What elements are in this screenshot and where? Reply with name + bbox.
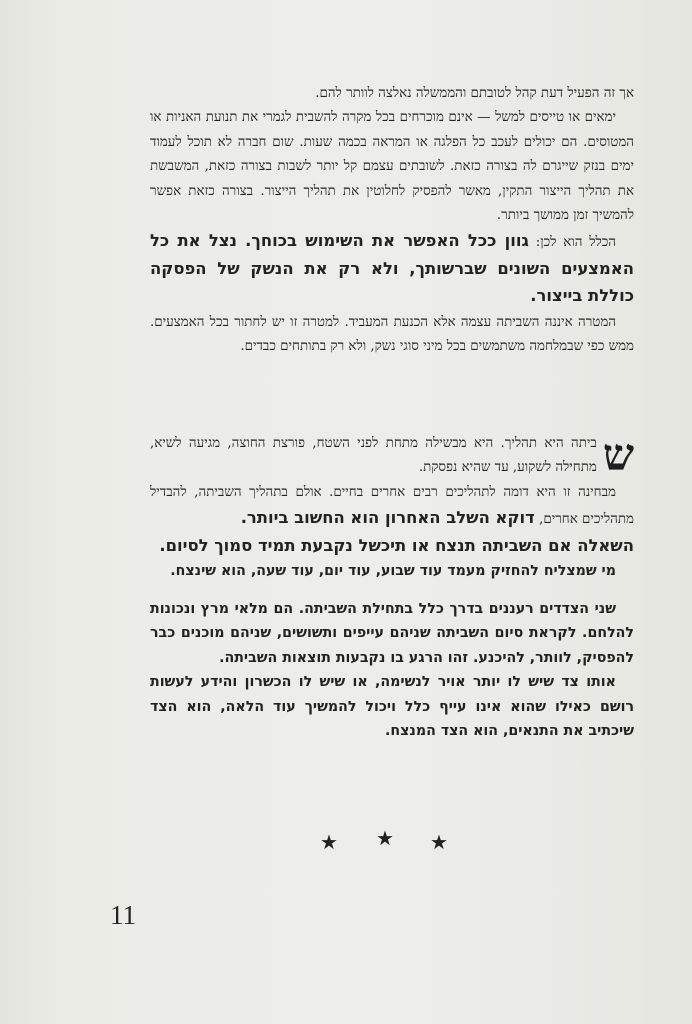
paragraph-5 <box>150 432 634 481</box>
paragraph-6-emphasis: דוקא השלב האחרון הוא החשוב ביותר. <box>240 508 535 528</box>
star-icon: ★ <box>376 826 394 850</box>
drop-cap-letter: ש <box>602 430 634 481</box>
paragraph-8: מי שמצליח להחזיק מעמד עוד שבוע, עוד יום, עוד שעה, הוא שינצח. <box>170 562 616 579</box>
paragraph-7: השאלה אם השביתה תנצח או תיכשל נקבעת תמיד סמוך לסיום. <box>159 535 634 555</box>
paragraph-4: המטרה איננה השביתה עצמה אלא הכנעת המעביד. למטרה זו יש לחתור בכל האמצעים. ממש כפי שבמלחמה משתמשים בכל מיני סוגי נשק, ולא רק בתותחים כבדים. <box>150 314 634 355</box>
body-text-upper <box>150 82 634 359</box>
paragraph-9: שני הצדדים רעננים בדרך כלל בתחילת השביתה. הם מלאי מרץ ונכונות להלחם. לקראת סיום השביתה שניהם עייפים ותשושים, שניהם מוכנים כבר להפסיק, לוותר, להיכנע. זהו הרגע בו נקבעות תוצאות השביתה. <box>150 601 634 666</box>
paragraph-10: אותו צד שיש לו יותר אויר לנשימה, או שיש לו הכשרון והידע לעשות רושם כאילו שהוא אינו עייף כלל ויכול להמשיך עוד הלאה, הוא הצד שיכתיב את התנאים, הוא הצד המנצח. <box>150 674 634 740</box>
paragraph-2: ימאים או טייסים למשל — אינם מוכרחים בכל מקרה להשבית לגמרי את תנועת האניות או המטוסים. הם יכולים לעכב כל הפלגה או המראה בכמה שעות. שום חברה לא תוכל לעמוד ימים בנזק שייגרם לה בצורה כזאת. לשובתים עצמם קל יותר לשבות בצורה כזאת, המשבשת את תהליך הייצור התקין, מאשר להפסיק לחלוטין את תהליך הייצור. בצורה כזאת אפשר להמשיך זמן ממושך ביותר. <box>150 110 634 224</box>
page-number: 11 <box>110 900 136 930</box>
paragraph-6 <box>150 481 634 533</box>
paragraph-3-intro: הכלל הוא לכן: <box>535 235 617 251</box>
section-divider-stars <box>320 826 450 856</box>
paragraph-3 <box>150 228 634 310</box>
paragraph-6-text: מבחינה זו היא דומה לתהליכים רבים אחרים בחיים. אולם בתהליך השביתה, להבדיל מתהליכים אחרים, <box>150 484 634 528</box>
star-icon: ★ <box>320 830 338 854</box>
body-text-lower <box>150 432 634 743</box>
star-icon: ★ <box>430 830 448 854</box>
paragraph-3-emphasis: גוון ככל האפשר את השימוש בכוחך. נצל את כל האמצעים השונים שברשותך, ולא רק את הנשק של הפסקה כוללת בייצור. <box>150 231 634 306</box>
paragraph-5-text: ביתה היא תהליך. היא מבשילה מתחת לפני השטח, פורצת החוצה, מגיעה לשיא, מתחילה לשקוע, עד שהיא נפסקת. <box>150 436 597 476</box>
paragraph-1: אך זה הפעיל דעת קהל לטובתם והממשלה נאלצה לוותר להם. <box>315 86 634 101</box>
